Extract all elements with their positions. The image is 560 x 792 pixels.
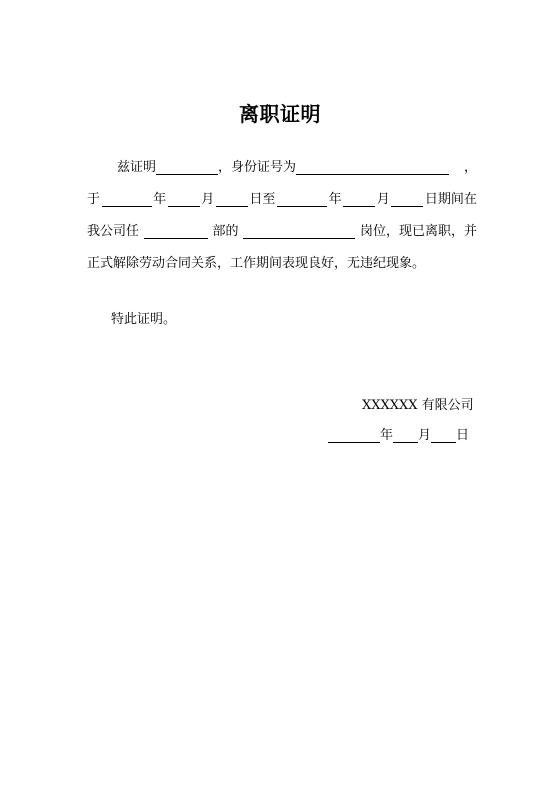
resigned-text: 岗位，现已离职，并	[359, 224, 477, 239]
certify-text: 兹证明	[117, 160, 157, 175]
terminate-text: 正式解除劳动合同关系，工作期间表现良好，无违纪现象。	[87, 256, 426, 271]
department-blank[interactable]	[144, 224, 208, 239]
certify-line	[117, 158, 477, 178]
end-year-label: 年	[328, 192, 342, 207]
terminate-line	[87, 254, 477, 274]
date-line	[328, 426, 469, 446]
id-label: ，身份证号为	[218, 160, 297, 175]
start-year-label: 年	[153, 192, 167, 207]
end-month-label: 月	[376, 192, 390, 207]
position-blank[interactable]	[243, 224, 355, 239]
sign-day-label: 日	[456, 428, 470, 443]
company-position-label: 我公司任	[87, 224, 140, 239]
department-label: 部的	[212, 224, 239, 239]
start-day-blank[interactable]	[216, 192, 248, 207]
sign-day-blank[interactable]	[431, 428, 456, 443]
closing-text: 特此证明。	[111, 312, 177, 327]
start-year-blank[interactable]	[102, 192, 152, 207]
period-line	[87, 190, 477, 210]
end-month-blank[interactable]	[343, 192, 375, 207]
comma: ，	[463, 160, 477, 175]
sign-year-label: 年	[380, 428, 394, 443]
start-month-blank[interactable]	[168, 192, 200, 207]
end-year-blank[interactable]	[277, 192, 327, 207]
sign-month-label: 月	[418, 428, 432, 443]
period-suffix: 日期间在	[424, 192, 477, 207]
start-month-label: 月	[201, 192, 215, 207]
company-name: XXXXXX 有限公司	[362, 398, 474, 413]
end-day-blank[interactable]	[391, 192, 423, 207]
to-label: 日至	[249, 192, 276, 207]
from-label: 于	[87, 192, 101, 207]
sign-year-blank[interactable]	[328, 428, 380, 443]
id-number-blank[interactable]	[296, 160, 449, 175]
name-blank[interactable]	[156, 160, 218, 175]
position-line	[87, 222, 477, 242]
closing-line	[111, 310, 501, 330]
document-title: 离职证明	[239, 102, 321, 126]
company-line	[362, 396, 474, 416]
sign-month-blank[interactable]	[393, 428, 418, 443]
